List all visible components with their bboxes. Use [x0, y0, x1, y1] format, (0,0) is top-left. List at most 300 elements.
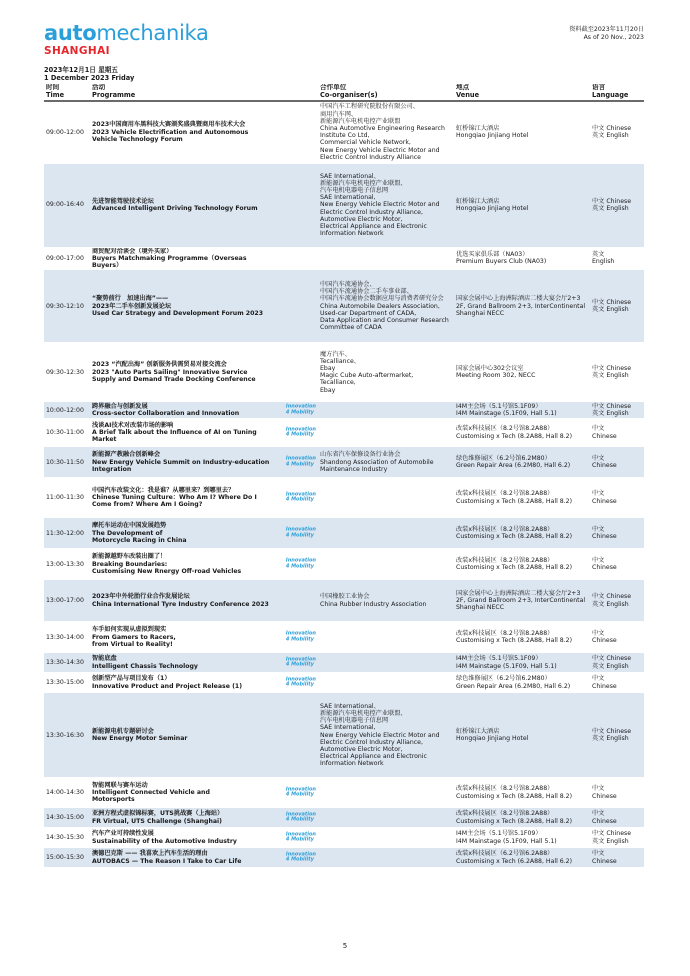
session-venue — [454, 778, 590, 808]
badge-line: 4 Mobility — [285, 816, 314, 823]
programme-line: 新能源电机专题研讨会 — [92, 727, 154, 735]
venue-line: Customising x Tech (8.2A88, Hall 8.2) — [456, 817, 573, 825]
venue-line: 绿色维修展区（6.2号馆6.2M80） — [456, 454, 551, 462]
programme-title — [92, 655, 318, 669]
session-coorganisers — [318, 778, 454, 808]
language-line: Chinese — [592, 857, 617, 865]
language-line: Chinese — [592, 682, 617, 690]
session-time: 14:00-14:30 — [44, 778, 90, 808]
table-row — [44, 549, 644, 580]
coorganiser-line: Used-car Department of CADA, — [320, 309, 417, 317]
table-row — [44, 402, 644, 419]
session-coorganisers — [318, 673, 454, 693]
coorganiser-line: Ebay — [320, 364, 336, 372]
programme-line: Motorcycle Racing in China — [92, 536, 187, 544]
programme-line: 新能源产教融合创新峰会 — [92, 451, 161, 459]
table-row — [44, 247, 644, 270]
session-programme — [90, 402, 318, 419]
language-line: 英文 English — [592, 410, 629, 418]
programme-title — [92, 422, 318, 444]
language-line: 中文 Chinese — [592, 402, 632, 410]
badge-line: 4 Mobility — [285, 461, 314, 468]
programme-wrap — [92, 522, 318, 544]
language-line: Chinese — [592, 564, 617, 572]
coorganiser-line: SAE International、 — [320, 172, 380, 180]
session-language — [590, 693, 644, 778]
coorganiser-line: 中国橡胶工业协会 — [320, 593, 370, 601]
venue-line: 2F, Grand Ballroom 2+3, InterContinental Shanghai NECC — [456, 597, 586, 612]
coorganiser-line: 山东省汽车保修设备行业协会 — [320, 451, 401, 459]
coorganiser-line: 新能源汽车电机电控产业联盟、 — [320, 179, 407, 187]
badge-line: 4 Mobility — [285, 431, 314, 438]
session-time: 09:30-12:30 — [44, 343, 90, 402]
programme-title — [92, 810, 318, 824]
coorganiser-line: New Energy Vehicle Electric Motor and Electric Control Industry Alliance, — [320, 731, 440, 746]
table-row — [44, 270, 644, 343]
session-time: 13:30-14:00 — [44, 622, 90, 653]
badge-line: Innovation — [285, 811, 316, 818]
session-coorganisers — [318, 478, 454, 518]
programme-line: Motorsports — [92, 796, 135, 804]
session-coorganisers — [318, 622, 454, 653]
innovation4mobility-badge — [286, 457, 316, 468]
session-time: 13:30-14:30 — [44, 653, 90, 673]
session-venue — [454, 163, 590, 247]
table-row — [44, 808, 644, 828]
session-language — [590, 580, 644, 622]
session-programme — [90, 101, 318, 163]
venue-line: 国家会展中心上海洲际酒店二楼大宴会厅2+3 — [456, 295, 581, 303]
badge-line: Innovation — [285, 403, 316, 410]
header-venue: 地点 Venue — [454, 84, 590, 101]
innovation4mobility-badge — [286, 852, 316, 863]
programme-title — [92, 121, 318, 143]
programme-line: 2023 “汽配出海” 创新服务供需贸易对接交流会 — [92, 361, 227, 369]
coorganiser-line: 汽车电机电器电子信息网 — [320, 717, 389, 725]
programme-title — [92, 850, 318, 864]
language-line: Chinese — [592, 462, 617, 470]
venue-line: 改装x科技展区（8.2号馆8.2A88） — [456, 785, 554, 793]
venue-line: I4M主会场（5.1号馆5.1F09） — [456, 402, 542, 410]
session-time: 09:30-12:10 — [44, 270, 90, 343]
session-language — [590, 447, 644, 478]
coorganiser-line: Automotive Electric Motor, — [320, 745, 403, 753]
session-language — [590, 653, 644, 673]
venue-line: Premium Buyers Club (NA03) — [456, 258, 547, 266]
session-time: 10:30-11:00 — [44, 419, 90, 447]
session-language — [590, 673, 644, 693]
venue-line: Hongqiao Jinjiang Hotel — [456, 735, 529, 743]
programme-line: Innovative Product and Project Release (1) — [92, 682, 243, 690]
badge-line: 4 Mobility — [285, 681, 314, 688]
programme-wrap — [92, 850, 318, 864]
programme-wrap — [92, 675, 318, 689]
coorganiser-line: 中国汽车流通协会数据应用与消费者研究分会 — [320, 295, 444, 303]
programme-wrap — [92, 487, 318, 509]
badge-line: Innovation — [285, 831, 316, 838]
badge-line: Innovation — [285, 455, 316, 462]
programme-line: 2023 "Auto Parts Sailing" Innovative Service Supply and Demand Trade Docking Conference — [92, 368, 256, 383]
programme-wrap — [92, 782, 318, 804]
language-line: 中文 Chinese — [592, 197, 632, 205]
session-venue — [454, 808, 590, 828]
language-line: 英文 English — [592, 837, 629, 845]
language-line: 中文 — [592, 490, 605, 498]
venue-line: I4M Mainstage (5.1F09, Hall 5.1) — [456, 662, 557, 670]
programme-wrap — [92, 728, 318, 742]
coorganiser-line: New Energy Vehicle Electric Motor and Electric Control Industry Alliance, — [320, 201, 440, 216]
venue-line: Customising x Tech (6.2A88, Hall 6.2) — [456, 857, 573, 865]
session-language — [590, 478, 644, 518]
venue-line: 改装x科技展区（8.2号馆8.2A88） — [456, 490, 554, 498]
language-line: Chinese — [592, 637, 617, 645]
language-line: 中文 Chinese — [592, 655, 632, 663]
session-language — [590, 828, 644, 848]
badge-line: 4 Mobility — [285, 532, 314, 539]
language-line: 中文 — [592, 785, 605, 793]
venue-line: 虹桥锦江大酒店 — [456, 125, 500, 133]
programme-line: 智能网联与赛车运动 — [92, 781, 148, 789]
session-time: 09:00-12:00 — [44, 101, 90, 163]
language-line: 中文 Chinese — [592, 364, 632, 372]
session-venue — [454, 101, 590, 163]
programme-line: 先进智能驾驶技术论坛 — [92, 197, 154, 205]
badge-line: 4 Mobility — [285, 496, 314, 503]
programme-title — [92, 403, 318, 417]
programme-line: FR Virtual, UTS Challenge (Shanghai) — [92, 817, 222, 825]
coorganiser-line: 魔方汽车、 — [320, 350, 351, 358]
coorganiser-line: 新能源汽车电机电控产业联盟 — [320, 117, 401, 125]
venue-line: I4M主会场（5.1号馆5.1F09） — [456, 830, 542, 838]
programme-title — [92, 593, 318, 607]
coorganiser-line: Electrical Appliance and Electronic Information Network — [320, 753, 427, 768]
venue-line: 改装x科技展区（6.2号馆6.2A88） — [456, 850, 554, 858]
programme-line: A Brief Talk about the Influence of AI on Tuning Market — [92, 429, 257, 444]
session-venue — [454, 580, 590, 622]
language-line: 英文 English — [592, 600, 629, 608]
logo-subtitle: SHANGHAI — [44, 45, 110, 57]
programme-wrap — [92, 422, 318, 444]
programme-line: 新能源越野车改装出圈了！ — [92, 553, 167, 561]
programme-wrap — [92, 121, 318, 143]
coorganiser-line: 中国汽车流通协会二手车事业部、 — [320, 288, 413, 296]
badge-line: Innovation — [285, 676, 316, 683]
header-programme: 活动 Programme — [90, 84, 318, 101]
session-programme — [90, 653, 318, 673]
session-programme — [90, 580, 318, 622]
session-coorganisers — [318, 653, 454, 673]
innovation4mobility-badge — [286, 528, 316, 539]
language-line: 中文 Chinese — [592, 727, 632, 735]
venue-line: Customising x Tech (8.2A88, Hall 8.2) — [456, 564, 573, 572]
session-programme — [90, 247, 318, 270]
session-coorganisers — [318, 580, 454, 622]
header-time: 时间 Time — [44, 84, 90, 101]
session-venue — [454, 343, 590, 402]
coorganiser-line: China Rubber Industry Association — [320, 600, 427, 608]
session-venue — [454, 549, 590, 580]
session-programme — [90, 549, 318, 580]
session-language — [590, 402, 644, 419]
session-time: 10:30-11:50 — [44, 447, 90, 478]
session-coorganisers — [318, 343, 454, 402]
session-venue — [454, 518, 590, 549]
session-programme — [90, 828, 318, 848]
header-coorganisers: 合作单位 Co-organiser(s) — [318, 84, 454, 101]
programme-wrap — [92, 830, 318, 844]
table-row — [44, 447, 644, 478]
coorganiser-line: Ebay — [320, 386, 336, 394]
session-venue — [454, 622, 590, 653]
programme-line: 2023年中外轮胎行业合作发展论坛 — [92, 593, 190, 601]
coorganiser-line: Magic Cube Auto-aftermarket, — [320, 372, 414, 380]
programme-wrap — [92, 361, 318, 383]
programme-line: Customising New Rnergy Off-road Vehicles — [92, 567, 242, 575]
language-line: 中文 — [592, 454, 605, 462]
session-venue — [454, 673, 590, 693]
venue-line: Customising x Tech (8.2A88, Hall 8.2) — [456, 497, 573, 505]
programme-title — [92, 626, 318, 648]
venue-line: 国家会展中心302会议室 — [456, 364, 524, 372]
page-number: 5 — [342, 942, 348, 950]
language-line: 中文 Chinese — [592, 298, 632, 306]
session-coorganisers — [318, 828, 454, 848]
session-language — [590, 808, 644, 828]
language-line: 中文 Chinese — [592, 593, 632, 601]
session-venue — [454, 270, 590, 343]
language-line: Chinese — [592, 792, 617, 800]
innovation4mobility-badge — [286, 832, 316, 843]
venue-line: 改装x科技展区（8.2号馆8.2A88） — [456, 810, 554, 818]
venue-line: 2F, Grand Ballroom 2+3, InterContinental Shanghai NECC — [456, 302, 586, 317]
programme-line: from Virtual to Reality! — [92, 640, 173, 648]
language-line: Chinese — [592, 432, 617, 440]
session-time: 09:00-16:40 — [44, 163, 90, 247]
programme-line: Intelligent Connected Vehicle and — [92, 789, 210, 796]
session-venue — [454, 848, 590, 868]
programme-line: 2023 Vehicle Electrification and Autonomous Vehicle Technology Forum — [92, 128, 249, 143]
programme-title — [92, 198, 318, 212]
coorganiser-line: 商用汽车网、 — [320, 110, 358, 118]
session-coorganisers — [318, 270, 454, 343]
header-language: 语言 Language — [590, 84, 644, 101]
programme-title — [92, 830, 318, 844]
programme-line: 2023年二手车创新发展论坛 — [92, 302, 172, 310]
coorganiser-line: Tecalliance, — [320, 379, 356, 387]
programme-line: 汽车产业可持续性发展 — [92, 830, 154, 838]
session-language — [590, 163, 644, 247]
session-coorganisers — [318, 808, 454, 828]
session-time: 11:00-11:30 — [44, 478, 90, 518]
programme-wrap — [92, 626, 318, 648]
table-row — [44, 518, 644, 549]
session-programme — [90, 270, 318, 343]
programme-line: Used Car Strategy and Development Forum 2023 — [92, 309, 264, 317]
session-coorganisers — [318, 518, 454, 549]
session-language — [590, 247, 644, 270]
session-coorganisers — [318, 848, 454, 868]
programme-line: “聚势前行 加速出海”—— — [92, 295, 169, 303]
venue-line: Customising x Tech (8.2A88, Hall 8.2) — [456, 792, 573, 800]
session-time: 14:30-15:00 — [44, 808, 90, 828]
language-line: 中文 — [592, 556, 605, 564]
table-header-row — [44, 84, 644, 101]
venue-line: I4M Mainstage (5.1F09, Hall 5.1) — [456, 837, 557, 845]
session-venue — [454, 447, 590, 478]
language-line: 中文 — [592, 850, 605, 858]
coorganiser-line: Data Application and Consumer Research Committee of CADA — [320, 316, 449, 332]
badge-line: Innovation — [285, 630, 316, 637]
programme-wrap — [92, 593, 318, 607]
programme-wrap — [92, 553, 318, 575]
programme-line: 2023中国商用车黑科技大赛颁奖盛典暨商用车技术大会 — [92, 121, 246, 129]
session-language — [590, 419, 644, 447]
badge-line: 4 Mobility — [285, 563, 314, 570]
programme-title — [92, 361, 318, 383]
session-language — [590, 101, 644, 163]
session-programme — [90, 622, 318, 653]
language-line: Chinese — [592, 817, 617, 825]
venue-line: Green Repair Area (6.2M80, Hall 6.2) — [456, 682, 571, 690]
session-programme — [90, 419, 318, 447]
programme-line: 摩托车运动在中国发展趋势 — [92, 522, 167, 530]
coorganiser-line: 汽车电机电器电子信息网 — [320, 186, 389, 194]
session-venue — [454, 693, 590, 778]
session-coorganisers — [318, 163, 454, 247]
badge-line: Innovation — [285, 656, 316, 663]
programme-line: 亚洲方程式虚拟锦标赛，UTS挑战赛（上海站） — [92, 810, 224, 818]
programme-line: New Energy Motor Seminar — [92, 735, 188, 743]
session-language — [590, 848, 644, 868]
coorganiser-line: SAE International、 — [320, 702, 380, 710]
session-time: 10:00-12:00 — [44, 402, 90, 419]
venue-line: 改装x科技展区（8.2号馆8.2A88） — [456, 525, 554, 533]
programme-line: 澳德巴克斯 —— 我喜欢上汽车生活的理由 — [92, 850, 208, 858]
programme-line: Buyers Matchmaking Programme（Overseas Buyers） — [92, 254, 247, 269]
coorganiser-line: 中国汽车流通协会、 — [320, 280, 376, 288]
table-row — [44, 622, 644, 653]
innovation4mobility-badge — [286, 677, 316, 688]
table-row — [44, 101, 644, 163]
schedule-date: 2023年12月1日 星期五 1 December 2023 Friday — [44, 66, 135, 82]
language-line: 中文 — [592, 525, 605, 533]
venue-line: Green Repair Area (6.2M80, Hall 6.2) — [456, 462, 571, 470]
venue-line: Meeting Room 302, NECC — [456, 372, 536, 380]
session-programme — [90, 693, 318, 778]
programme-title — [92, 522, 318, 544]
coorganiser-line: China Automotive Engineering Research Institute Co Ltd, — [320, 125, 445, 140]
session-venue — [454, 247, 590, 270]
venue-line: Customising x Tech (8.2A88, Hall 8.2) — [456, 432, 573, 440]
programme-title — [92, 728, 318, 742]
language-line: 英文 English — [592, 735, 629, 743]
innovation4mobility-badge — [286, 657, 316, 668]
language-line: 英文 English — [592, 205, 629, 212]
programme-line: 智能底盘 — [92, 655, 117, 663]
venue-line: 改装x科技展区（8.2号馆8.2A88） — [456, 425, 554, 433]
session-time: 13:00-17:00 — [44, 580, 90, 622]
session-programme — [90, 673, 318, 693]
programme-title — [92, 782, 318, 804]
language-line: 英文 English — [592, 372, 629, 380]
programme-wrap — [92, 403, 318, 417]
venue-line: 绿色维修展区（6.2号馆6.2M80） — [456, 675, 551, 683]
programme-line: 车手如何实现从虚拟到现实 — [92, 626, 167, 634]
programme-wrap — [92, 295, 318, 317]
session-language — [590, 549, 644, 580]
session-programme — [90, 343, 318, 402]
language-line: English — [592, 258, 615, 266]
session-language — [590, 343, 644, 402]
session-venue — [454, 402, 590, 419]
session-time: 15:00-15:30 — [44, 848, 90, 868]
programme-line: The Development of — [92, 529, 163, 537]
programme-line: Chinese Tuning Culture：Who Am I? Where Do I Come from? Where Am I Going? — [92, 494, 257, 509]
innovation4mobility-badge — [286, 812, 316, 823]
session-language — [590, 518, 644, 549]
programme-line: 商贸配对洽谈会（境外买家） — [92, 247, 173, 255]
table-row — [44, 778, 644, 808]
session-programme — [90, 848, 318, 868]
table-row — [44, 419, 644, 447]
programme-line: Breaking Boundaries: — [92, 560, 168, 568]
badge-line: 4 Mobility — [285, 791, 314, 798]
programme-wrap — [92, 451, 318, 473]
coorganiser-line: 中国汽车工程研究院股份有限公司、 — [320, 103, 419, 111]
venue-line: I4M Mainstage (5.1F09, Hall 5.1) — [456, 410, 557, 418]
table-row — [44, 673, 644, 693]
session-programme — [90, 808, 318, 828]
programme-title — [92, 487, 318, 509]
session-programme — [90, 478, 318, 518]
session-time: 11:30-12:00 — [44, 518, 90, 549]
badge-line: 4 Mobility — [285, 636, 314, 643]
badge-line: Innovation — [285, 557, 316, 564]
as-of-date: 资料截至2023年11月20日 As of 20 Nov., 2023 — [569, 26, 644, 41]
session-programme — [90, 518, 318, 549]
language-line: 中文 — [592, 425, 605, 433]
session-coorganisers — [318, 549, 454, 580]
session-language — [590, 778, 644, 808]
language-line: 中文 — [592, 810, 605, 818]
table-row — [44, 343, 644, 402]
language-line: 中文 Chinese — [592, 830, 632, 838]
session-time: 13:30-15:00 — [44, 673, 90, 693]
programme-title — [92, 295, 318, 317]
session-coorganisers — [318, 247, 454, 270]
table-row — [44, 693, 644, 778]
innovation4mobility-badge — [286, 559, 316, 570]
coorganiser-line: Tecalliance、 — [320, 357, 360, 365]
programme-line: China International Tyre Industry Conference 2023 — [92, 600, 269, 608]
coorganiser-line: Automotive Electric Motor, — [320, 215, 403, 223]
programme-title — [92, 451, 318, 473]
badge-line: Innovation — [285, 526, 316, 533]
language-line: 中文 — [592, 629, 605, 637]
venue-line: Hongqiao Jinjiang Hotel — [456, 132, 529, 140]
session-language — [590, 270, 644, 343]
innovation4mobility-badge — [286, 787, 316, 798]
session-coorganisers — [318, 101, 454, 163]
session-venue — [454, 419, 590, 447]
badge-line: 4 Mobility — [285, 661, 314, 668]
table-row — [44, 580, 644, 622]
coorganiser-line: Electrical Appliance and Electronic Information Network — [320, 223, 427, 238]
venue-line: I4M主会场（5.1号馆5.1F09） — [456, 655, 542, 663]
programme-line: 创新型产品与项目发布（1） — [92, 675, 171, 683]
programme-title — [92, 675, 318, 689]
innovation4mobility-badge — [286, 427, 316, 438]
